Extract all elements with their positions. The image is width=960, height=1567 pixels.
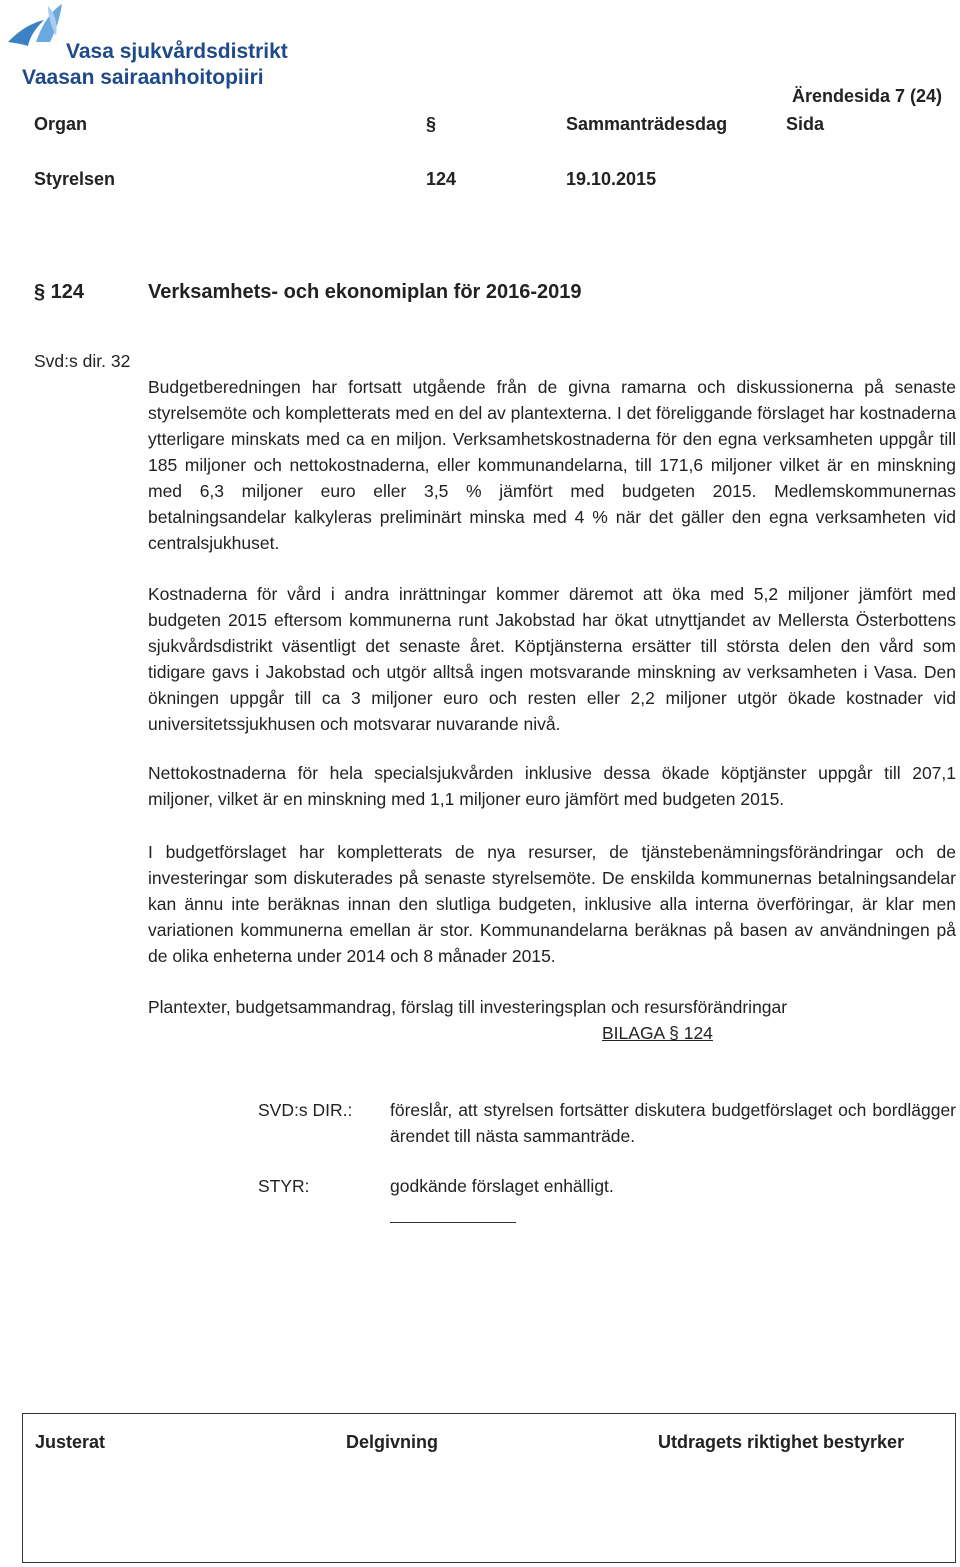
signature-footer-box: [22, 1413, 956, 1563]
page-number-label: Ärendesida 7 (24): [792, 86, 943, 106]
section-title: Verksamhets- och ekonomiplan för 2016-2019: [148, 281, 582, 303]
decision-text: godkände förslaget enhälligt.: [390, 1176, 614, 1196]
attachment-description: Plantexter, budgetsammandrag, förslag till investeringsplan och resursförändringar: [148, 997, 788, 1017]
org-name-swedish: Vasa sjukvårdsdistrikt: [66, 40, 288, 63]
decision-label: STYR:: [258, 1176, 310, 1196]
proposal-label: SVD:s DIR.:: [258, 1100, 353, 1120]
paragraph-3: Nettokostnaderna för hela specialsjukvården inklusive dessa ökade köptjänster uppgår till 207,1 miljoner, vilket är en minskning med 1,1 miljoner euro jämfört med budgeten 2015.: [148, 763, 956, 809]
section-number: § 124: [34, 281, 85, 303]
paragraph-2: Kostnaderna för vård i andra inrättningar kommer däremot att öka med 5,2 miljoner jämfört med budgeten 2015 eftersom kommunerna runt Jakobstad har ökat utnyttjandet av Mellersta Österbottens sjukvårdsdistrikt väsentligt det senaste året. Köptjänsterna ersätter till största delen den vård som tidigare gavs i Jakobstad och utgör alltså ingen motsvarande minskning av verksamheten i Vasa. Den ökningen uppgår till ca 3 miljoner euro och resten eller 2,2 miljoner utgör ökade kostnader vid universitetssjukhusen och motsvarar nuvarande nivå.: [148, 584, 956, 734]
header-col-organ: Organ: [34, 114, 88, 134]
org-name-finnish: Vaasan sairaanhoitopiiri: [22, 66, 264, 89]
footer-notification-label: Delgivning: [346, 1432, 439, 1452]
footer-certification-label: Utdragets riktighet bestyrker: [658, 1432, 905, 1452]
organization-logo: [6, 2, 306, 92]
header-col-page: Sida: [786, 114, 825, 134]
paragraph-1: Budgetberedningen har fortsatt utgående från de givna ramarna och diskussionerna på senaste styrelsemöte och kompletterats med en del av plantexterna. I det föreliggande förslaget har kostnaderna ytterligare minskats med ca en miljon. Verksamhetskostnaderna för den egna verksamheten uppgår till 185 miljoner och nettokostnaderna, eller kommunandelarna, till 171,6 miljoner vilket är en minskning med 6,3 miljoner euro eller 3,5 % jämfört med budgeten 2015. Medlemskommunernas betalningsandelar kalkyleras preliminärt minska med 4 % när det gäller den egna verksamheten vid centralsjukhuset.: [148, 377, 956, 553]
end-rule-divider: [390, 1222, 516, 1223]
footer-checked-label: Justerat: [35, 1432, 106, 1452]
attachment-reference-link[interactable]: BILAGA § 124: [602, 1023, 713, 1043]
header-val-date: 19.10.2015: [566, 169, 657, 189]
header-val-organ: Styrelsen: [34, 169, 116, 189]
paragraph-4: I budgetförslaget har kompletterats de nya resurser, de tjänstebenämningsförändringar och de investeringar som diskuterades på senaste styrelsemöte. De enskilda kommunernas betalningsandelar kan ännu inte beräknas innan den slutliga budgeten, inklusive alla interna överföringar, är klar men variationen kommunerna emellan är stor. Kommunandelarna beräknas på basen av användningen på de olika enheterna under 2014 och 8 månader 2015.: [148, 842, 956, 966]
header-col-section: §: [426, 114, 437, 134]
reference-line: Svd:s dir. 32: [34, 351, 131, 371]
proposal-text: föreslår, att styrelsen fortsätter diskutera budgetförslaget och bordlägger ärendet till nästa sammanträde.: [390, 1100, 956, 1146]
header-val-section: 124: [426, 169, 457, 189]
header-col-date: Sammanträdesdag: [566, 114, 728, 134]
